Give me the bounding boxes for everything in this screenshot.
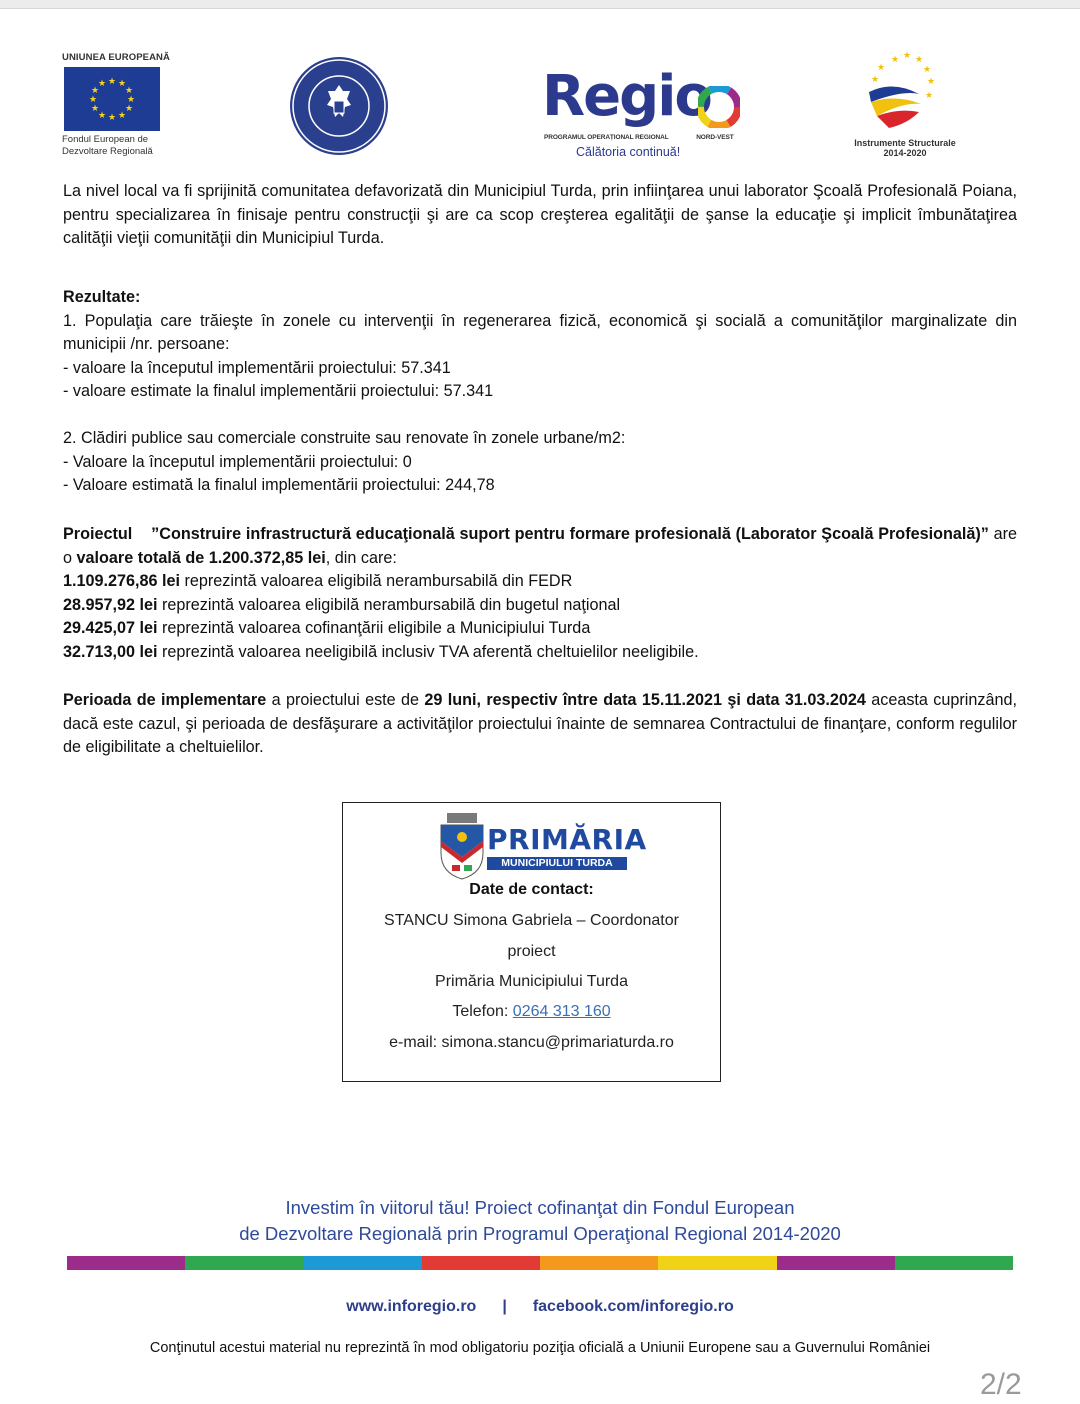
government-seal-logo (288, 55, 390, 157)
budget-row-text: reprezintă valoarea neeligibilă inclusiv TVA aferentă cheltuielilor neeligibile. (157, 642, 699, 661)
page-number: 2/2 (980, 1368, 1022, 1401)
structural-instruments-caption (845, 138, 965, 158)
svg-text:★: ★ (871, 75, 880, 85)
project-has-text: are o (63, 525, 1017, 567)
budget-row-text: reprezintă valoarea eligibilă nerambursabilă din FEDR (180, 572, 573, 590)
budget-row-amount: 32.713,00 lei (63, 642, 158, 661)
eu-fund-line2: Dezvoltare Regională (62, 146, 153, 157)
svg-text:★: ★ (107, 113, 117, 123)
svg-text:★: ★ (927, 77, 936, 87)
contact-title: Date de contact: (469, 881, 594, 898)
regio-slogan: Călătoria continuă! (576, 145, 681, 159)
footer-link-separator: | (502, 1298, 507, 1315)
government-seal-text (288, 99, 390, 100)
contact-person-line1: STANCU Simona Gabriela – Coordonator (384, 912, 679, 929)
project-budget-section (63, 523, 1017, 664)
period-duration: 29 luni, respectiv între data 15.11.2021 şi data 31.03.2024 (424, 691, 866, 709)
structural-instruments-emblem-icon (863, 50, 949, 134)
svg-text:★: ★ (97, 79, 107, 89)
result-1-description: 1. Populaţia care trăieşte în zonele cu intervenţii în regenerarea fizică, economică şi socială a comunităţilor marginalizate din municipii /nr. persoane: (63, 311, 1017, 353)
budget-row (63, 594, 1017, 618)
footer-color-bar (67, 1256, 1013, 1270)
eu-logo (62, 52, 172, 158)
regio-wordmark: Regio (542, 64, 711, 129)
result-2-end-value: - Valoare estimată la finalul implementării proiectului: 244,78 (63, 476, 495, 494)
svg-text:★: ★ (117, 111, 127, 121)
color-bar-segment (895, 1256, 1013, 1270)
svg-text:★: ★ (877, 63, 886, 73)
color-bar-segment (185, 1256, 303, 1270)
project-total-value: valoare totală de 1.200.372,85 lei (76, 548, 326, 567)
regio-program-name: PROGRAMUL OPERAȚIONAL REGIONAL (544, 134, 669, 141)
results-heading: Rezultate: (63, 288, 141, 306)
contact-institution: Primăria Municipiului Turda (435, 973, 628, 990)
contact-person-line2: proiect (507, 943, 556, 960)
color-bar-segment (304, 1256, 422, 1270)
result-2-start-value: - Valoare la începutul implementării proiectului: 0 (63, 452, 412, 471)
svg-text:★: ★ (124, 104, 134, 114)
budget-row (63, 617, 1017, 641)
budget-row-amount: 1.109.276,86 lei (63, 572, 181, 590)
eu-flag-icon (64, 67, 160, 131)
structural-instruments-years: 2014-2020 (883, 148, 927, 158)
footer-disclaimer: Conţinutul acestui material nu reprezintă în mod obligatoriu poziţia oficială a Uniunii Europene sau a Guvernului României (149, 1340, 931, 1356)
result-1-end-value: - valoare estimate la finalul implementării proiectului: 57.341 (63, 382, 494, 400)
color-bar-segment (540, 1256, 658, 1270)
cofinancing-line2: de Dezvoltare Regională prin Programul Operaţional Regional 2014-2020 (239, 1223, 841, 1244)
eu-fund-line1: Fondul European de (62, 134, 149, 145)
color-bar-segment (777, 1256, 895, 1270)
regio-logo (540, 64, 745, 164)
regio-color-wheel-icon (698, 86, 740, 128)
budget-row-text: reprezintă valoarea eligibilă nerambursabilă din bugetul naţional (157, 595, 621, 614)
structural-instruments-title: Instrumente Structurale (854, 138, 956, 148)
primaria-logo-subtitle: MUNICIPIULUI TURDA (487, 857, 627, 870)
color-bar-segment (67, 1256, 185, 1270)
structural-instruments-logo (845, 50, 965, 160)
svg-text:★: ★ (925, 91, 934, 101)
top-toolbar-edge (0, 0, 1080, 9)
period-text-2: aceasta cuprinzând, dacă este cazul, şi perioada de desfăşurare a activităţilor proiectului înainte de semnarea Contractului de finanţare, conform regulilor de eligibilitate a cheltuielilor. (63, 691, 1017, 756)
svg-text:★: ★ (126, 95, 136, 105)
footer-links (0, 1298, 1080, 1316)
svg-text:★: ★ (90, 104, 100, 114)
budget-row (63, 570, 1017, 594)
svg-text:★: ★ (117, 79, 127, 89)
budget-row-amount: 28.957,92 lei (63, 595, 158, 614)
budget-row (63, 641, 1017, 665)
svg-text:★: ★ (88, 95, 98, 105)
period-text-1: a proiectului este de (266, 691, 425, 709)
primaria-logo-title: PRIMĂRIA (487, 823, 647, 856)
contact-box (342, 802, 721, 1082)
svg-text:★: ★ (903, 51, 912, 61)
phone-label: Telefon: (452, 1003, 513, 1020)
budget-row-text: reprezintă valoarea cofinanţării eligibile a Municipiului Turda (157, 619, 591, 637)
contact-email: e-mail: simona.stancu@primariaturda.ro (389, 1034, 674, 1051)
regio-region: NORD-VEST (696, 134, 734, 141)
color-bar-segment (658, 1256, 776, 1270)
phone-link[interactable]: 0264 313 160 (512, 1003, 611, 1020)
implementation-period-paragraph (63, 689, 1017, 760)
project-summary (63, 523, 1017, 570)
cofinancing-line1: Investim în viitorul tău! Proiect cofinanţat din Fondul European (285, 1197, 795, 1218)
project-title: ”Construire infrastructură educaţională suport pentru formare profesională (Laborator Şcoală Profesională)” (151, 525, 989, 543)
budget-row-amount: 29.425,07 lei (63, 619, 158, 637)
inforegio-facebook-link[interactable]: facebook.com/inforegio.ro (532, 1298, 734, 1315)
project-of-which-text: , din care: (325, 548, 397, 567)
results-section (63, 286, 1017, 498)
inforegio-website-link[interactable]: www.inforegio.ro (346, 1298, 477, 1315)
svg-text:★: ★ (891, 55, 900, 65)
color-bar-segment (422, 1256, 540, 1270)
eu-fund-name (62, 134, 172, 158)
svg-text:★: ★ (124, 86, 134, 96)
svg-text:★: ★ (923, 65, 932, 75)
svg-text:★: ★ (97, 111, 107, 121)
primaria-turda-logo (439, 811, 647, 877)
eu-logo-title: UNIUNEA EUROPEANĂ (62, 52, 170, 63)
period-label: Perioada de implementare (63, 691, 267, 709)
project-label: Proiectul (63, 525, 133, 543)
turda-coat-of-arms-icon (439, 813, 485, 881)
svg-text:★: ★ (107, 77, 117, 87)
svg-text:★: ★ (915, 55, 924, 65)
contact-phone-line (343, 1003, 720, 1021)
regio-program-line (544, 134, 734, 141)
svg-text:★: ★ (90, 86, 100, 96)
result-1-start-value: - valoare la începutul implementării proiectului: 57.341 (63, 358, 451, 377)
intro-paragraph: La nivel local va fi sprijinită comunitatea defavorizată din Municipiul Turda, prin infiinţarea unui laborator Şcoală Profesională Poiana, pentru specializarea în finisaje pentru construcţii şi are ca scop creşterea egalităţii de şanse la educaţie şi implicit îmbunătaţirea calităţii vieţii comunităţii din Municipiul Turda. (63, 182, 1017, 247)
result-2-description: 2. Clădiri publice sau comerciale construite sau renovate în zonele urbane/m2: (63, 429, 626, 447)
